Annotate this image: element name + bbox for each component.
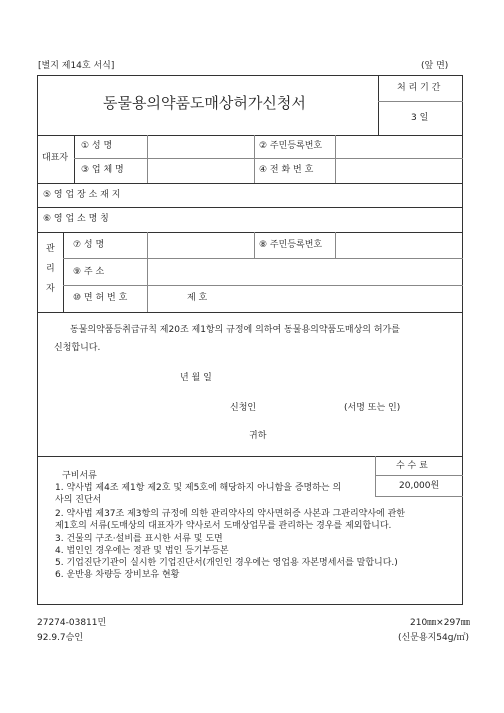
fee-label: 수 수 료: [396, 461, 428, 471]
doc-item-1b: 사의 진단서: [55, 495, 102, 505]
mgr-license-value: 제 호: [187, 293, 208, 303]
addressee: 귀하: [249, 431, 267, 441]
rep-phone-label: ④ 전 화 번 호: [259, 165, 314, 175]
manager-label-3: 자: [46, 284, 55, 294]
signature-note: (서명 또는 인): [344, 403, 401, 413]
mgr-name-label: ⑦ 성 명: [73, 240, 105, 250]
doc-item-1: 1. 약사법 제4조 제1항 제2호 및 제5호에 해당하지 아니함을 증명하는 의: [55, 483, 342, 493]
form-code: 27274-03811민: [37, 618, 107, 628]
approval-date: 92.9.7승인: [37, 633, 84, 643]
fee-value: 20,000원: [399, 481, 440, 491]
representative-label: 대표자: [42, 153, 69, 163]
form-title: 동물용의약품도매상허가신청서: [103, 94, 306, 112]
rep-business-label: ③ 업 체 명: [81, 165, 124, 175]
doc-item-5: 5. 기업진단기관이 실시한 기업진단서(개인인 경우에는 영업용 자본명세서를 말합니다.): [55, 558, 398, 568]
business-name-label: ⑥ 영 업 소 명 칭: [43, 214, 109, 224]
mgr-license-label: ⑩ 면 허 번 호: [73, 293, 128, 303]
rep-id-label: ② 주민등록번호: [259, 141, 323, 151]
processing-period-label: 처 리 기 간: [397, 83, 441, 93]
doc-item-2: 2. 약사법 제37조 제3항의 규정에 의한 관리약사의 약사면허증 사본과 그관리약사에 관한: [55, 509, 405, 519]
manager-label-1: 관: [46, 244, 55, 254]
business-address-label: ⑤ 영 업 장 소 재 지: [43, 190, 121, 200]
paper-size: 210㎜×297㎜: [410, 618, 470, 628]
required-docs-title: 구비서류: [62, 471, 97, 481]
doc-item-4: 4. 법인인 경우에는 정관 및 법인 등기부등본: [55, 546, 229, 556]
page-side-label: (앞 면): [421, 61, 449, 71]
processing-period-value: 3 일: [411, 113, 429, 123]
mgr-id-label: ⑧ 주민등록번호: [259, 240, 323, 250]
form-number: [별지 제14호 서식]: [38, 61, 115, 71]
applicant-label: 신청인: [230, 403, 257, 413]
application-text-2: 신청합니다.: [54, 343, 101, 353]
doc-item-6: 6. 운반용 차량등 장비보유 현황: [55, 570, 180, 580]
doc-item-2b: 제1호의 서류(도매상의 대표자가 약사로서 도매상업무를 관리하는 경우를 제외합니다.: [55, 521, 392, 531]
manager-label-2: 리: [46, 264, 55, 274]
rep-name-label: ① 성 명: [81, 141, 113, 151]
paper-type: (신문용지54g/㎡): [398, 633, 469, 643]
application-date: 년 월 일: [180, 373, 212, 383]
mgr-address-label: ⑨ 주 소: [73, 267, 105, 277]
doc-item-3: 3. 건물의 구조·설비를 표시한 서류 및 도면: [55, 534, 223, 544]
application-text-1: 동물의약품등취급규칙 제20조 제1항의 규정에 의하여 동물용의약품도매상의 허가를: [70, 325, 400, 335]
